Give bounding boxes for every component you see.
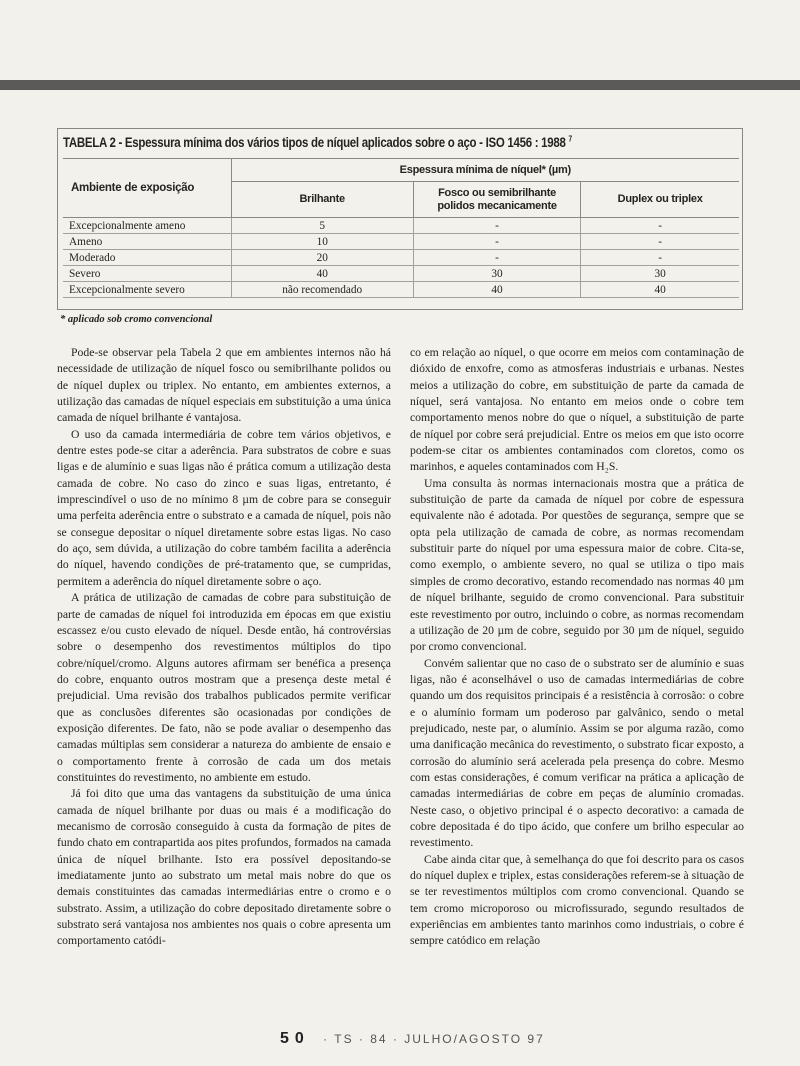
col-header-satin-line1: Fosco ou semibrilhante [438,186,557,199]
cell-satin: 30 [413,266,580,282]
paragraph: co em relação ao níquel, o que ocorre em meios com contaminação de dióxido de enxofre, como as atmosferas industriais e urbanas. Nestes meios a utilização do cobre, em substituição de parte da camada de níquel, será vantajosa. No entanto em meios onde o cobre tem comportamento menos nobre do que o níquel, a substituição de parte de níquel por cobre será prejudicial. Entre os meios em que isto ocorre podem-se citar os ambientes contaminados com cloretos, como os marinhos, e aqueles contaminados com H₂S. [410,346,744,474]
col-header-environment: Ambiente de exposição [63,159,231,218]
cell-bright: 10 [231,234,413,250]
cell-duplex: - [581,234,739,250]
table-title [63,134,617,150]
cell-environment: Moderado [63,250,231,266]
col-header-duplex: Duplex ou triplex [581,182,739,218]
table-row [63,234,739,250]
left-column [57,345,391,950]
cell-duplex: - [581,218,739,234]
paragraph: A prática de utilização de camadas de cobre para substituição de parte de camadas de níquel foi introduzida em épocas em que existiu escassez e/ou custo elevado de níquel. Desde então, há controvérsias sobre o desempenho dos revestimentos múltiplos do tipo cobre/níquel/cromo. Alguns autores afirmam ser benéfica a presença do cobre, enquanto outros mostram que a presença deste metal é prejudicial. Uma revisão dos trabalhos publicados permite verificar que as conclusões diferentes são ocasionadas por condições de exposição diferentes. De fato, não se pode avaliar o desempenho das camadas múltiplas sem considerar a natureza do ambiente de ensaio e o comportamento frente à corrosão de cada um dos metais constituintes do revestimento, no ambiente em estudo. [57,591,391,784]
table-footnote: * aplicado sob cromo convencional [60,314,213,325]
paragraph: Cabe ainda citar que, à semelhança do que foi descrito para os casos do níquel duplex e triplex, estas considerações referem-se à situação de se ter revestimentos múltiplos com cromo convencional. Quando se tem cromo microporoso ou microfissurado, segundo resultados de experiências em ambientes tanto marinhos como industriais, o cobre é sempre catódico em relação [410,852,744,948]
paragraph: Já foi dito que uma das vantagens da substituição de uma única camada de níquel brilhante por duas ou mais é a modificação do mecanismo de corrosão conseguido à custa da formação de pites de fundo chato em contrapartida aos pites profundos, formados na camada única de níquel brilhante. Isto era possível depositando-se imediatamente junto ao substrato um metal mais nobre do que os demais constituintes das camadas intermediárias entre o cromo e o substrato. Assim, a utilização do cobre depositado diretamente sobre o substrato será vantajosa nos ambientes nos quais o cobre apresenta um comportamento catódi- [57,787,391,948]
right-column [410,345,744,950]
cell-environment: Severo [63,266,231,282]
table-row [63,282,739,298]
paragraph: Pode-se observar pela Tabela 2 que em ambientes internos não há necessidade de utilização de níquel fosco ou semibrilhante polidos ou de níquel duplex ou triplex. No entanto, em ambientes externos, a utilização das camadas de níquel especiais em substituição a uma única camada de níquel brilhante é vantajosa. [57,346,391,425]
col-header-satin-line2: polidos mecanicamente [437,199,557,212]
cell-bright: 20 [231,250,413,266]
page-footer [280,1030,545,1048]
col-header-bright: Brilhante [231,182,413,218]
table-row [63,266,739,282]
cell-duplex: 30 [581,266,739,282]
cell-duplex: 40 [581,282,739,298]
cell-satin: - [413,250,580,266]
paragraph: Convém salientar que no caso de o substrato ser de alumínio e suas ligas, não é aconselhável o uso de camadas intermediárias de cobre quando um dos requisitos principais é a resistência à corrosão: o cobre e o alumínio formam um poderoso par galvânico, sendo o metal prejudicado, neste par, o alumínio. Assim se por alguma razão, como uma danificação mecânica do revestimento, o substrato ficar exposto, a corrosão do alumínio será acelerada pela presença do cobre. Mesmo com estas considerações, é comum verificar na prática a aplicação de camadas intermediárias de cobre em peças de alumínio cromadas. Neste caso, o objetivo principal é o aspecto decorativo: a camada de cobre depositada é do tipo ácido, que confere um brilho especular ao revestimento. [410,656,744,850]
cell-satin: - [413,234,580,250]
cell-satin: 40 [413,282,580,298]
cell-satin: - [413,218,580,234]
cell-bright: 40 [231,266,413,282]
cell-bright: 5 [231,218,413,234]
table-row [63,250,739,266]
table-title-ref: 7 [568,134,572,144]
paragraph: Uma consulta às normas internacionais mostra que a prática de substituição de parte da camada de níquel por cobre de espessura equivalente não é adotada. Por questões de segurança, sempre que se opta pela utilização de camada de cobre, as normas recomendam substituir parte do níquel por uma espessura maior de cobre. Cita-se, como exemplo, o ambiente severo, no qual se utiliza o tipo mais simples de cromo decorativo, estando recomendado nas normas 40 µm de níquel brilhante, seguido de cromo convencional. Para substituir este revestimento por outro, incluindo o cobre, as normas recomendam a utilização de 20 µm de cobre, seguido por 30 µm de níquel, seguido por cromo convencional. [410,476,744,654]
table-row [63,218,739,234]
cell-environment: Excepcionalmente ameno [63,218,231,234]
cell-environment: Ameno [63,234,231,250]
table-title-text: TABELA 2 - Espessura mínima dos vários tipos de níquel aplicados sobre o aço - ISO 1456 : 1988 [63,134,566,150]
page-number: 50 [280,1030,310,1047]
cell-bright: não recomendado [231,282,413,298]
cell-environment: Excepcionalmente severo [63,282,231,298]
header-rule [0,80,800,90]
table-box [57,128,743,310]
footer-text: · TS · 84 · JULHO/AGOSTO 97 [323,1032,545,1046]
col-header-thickness: Espessura mínima de níquel* (µm) [231,159,739,182]
thickness-table [63,158,739,298]
paragraph: O uso da camada intermediária de cobre tem vários objetivos, e dentre estes pode-se citar a aderência. Para substratos de cobre e suas ligas e de alumínio e suas ligas não é prática comum a utilização desta camada de cobre. No caso do zinco e suas ligas, entretanto, é imprescindível o uso de no mínimo 8 µm de cobre para se conseguir uma perfeita aderência entre o substrato e a camada de níquel, pois não se consegue depositar o níquel diretamente sobre estas ligas. No caso do aço, sem dúvida, a utilização do cobre também facilita a aderência do níquel, havendo condições de pré-tratamento que, se cumpridas, permitem a aderência do níquel diretamente sobre o aço. [57,427,391,588]
col-header-satin [413,182,580,218]
cell-duplex: - [581,250,739,266]
